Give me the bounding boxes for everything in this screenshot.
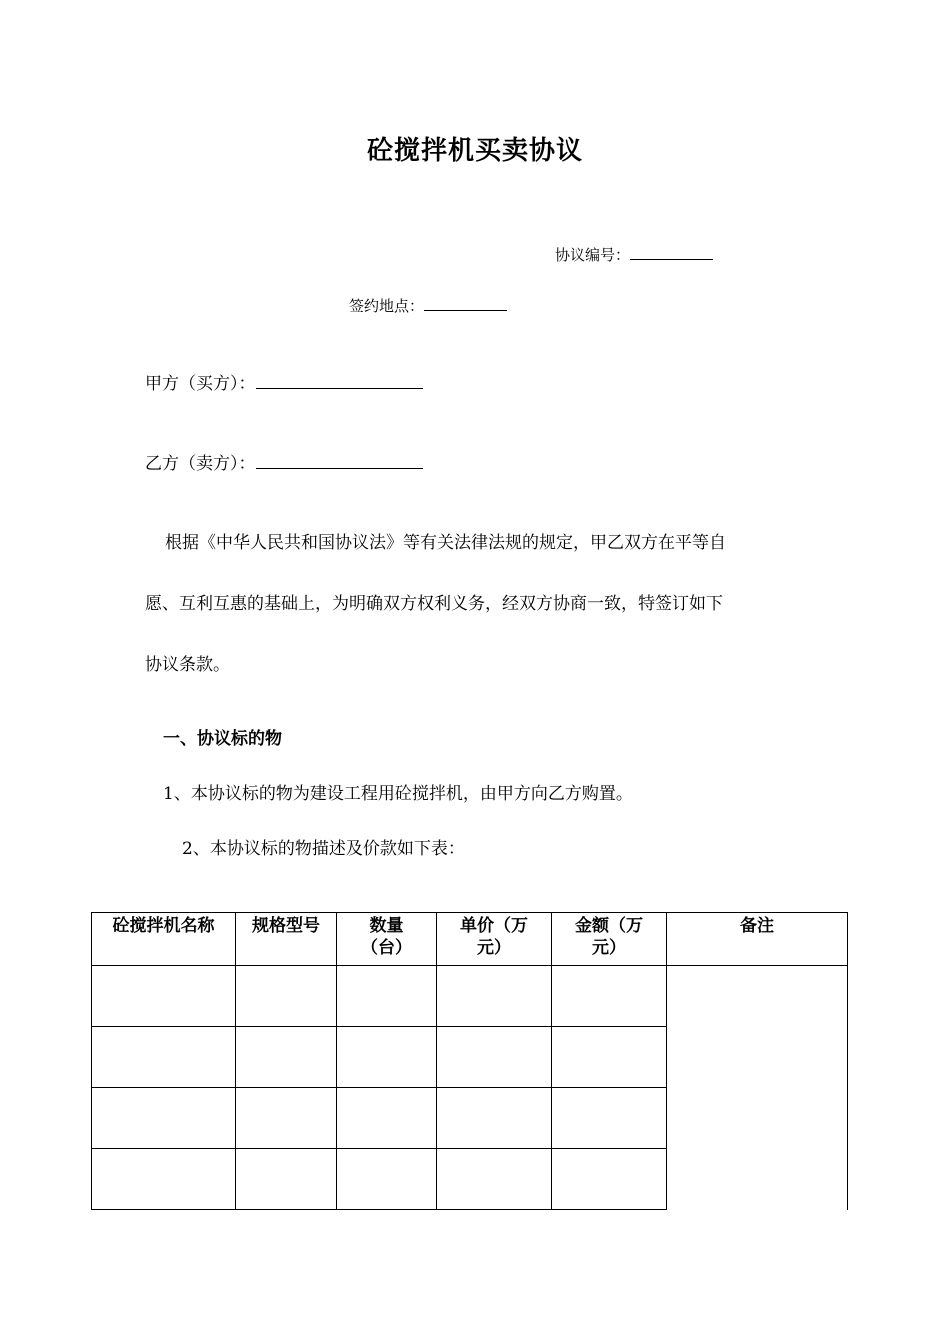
section-heading: 一、协议标的物 <box>163 729 282 749</box>
table-cell <box>437 1027 552 1088</box>
table-cell <box>552 1149 667 1210</box>
header-cell-amount: 金额（万 元） <box>552 913 667 966</box>
signing-place-label: 签约地点： <box>349 297 425 315</box>
header-cell-name: 砼搅拌机名称 <box>92 913 236 966</box>
header-cell-model: 规格型号 <box>236 913 337 966</box>
table-cell <box>236 966 337 1027</box>
table-cell <box>337 1027 437 1088</box>
table-cell <box>552 1088 667 1149</box>
intro-line: 根据《中华人民共和国协议法》等有关法律法规的规定，甲乙双方在平等自 <box>165 533 726 553</box>
intro-line: 协议条款。 <box>145 655 230 675</box>
document-title: 砼搅拌机买卖协议 <box>366 136 583 166</box>
party-a-field <box>145 369 423 394</box>
table-cell <box>92 1027 236 1088</box>
table-cell <box>236 1088 337 1149</box>
agreement-number-field <box>555 243 713 265</box>
header-cell-unit-price: 单价（万 元） <box>437 913 552 966</box>
table-cell <box>92 1088 236 1149</box>
remark-cell <box>667 966 848 1210</box>
table-cell <box>236 1149 337 1210</box>
signing-place-blank <box>424 294 507 311</box>
party-b-blank <box>256 452 423 469</box>
table-cell <box>437 1088 552 1149</box>
party-a-label: 甲方（买方）： <box>145 374 256 394</box>
clause-item-1: 1、本协议标的物为建设工程用砼搅拌机，由甲方向乙方购置。 <box>163 784 633 804</box>
table-cell <box>337 1088 437 1149</box>
party-a-blank <box>256 372 423 389</box>
table-cell <box>92 1149 236 1210</box>
clause-item-2: 2、本协议标的物描述及价款如下表： <box>182 839 465 859</box>
table-header-row <box>92 913 848 966</box>
party-b-field <box>145 449 423 474</box>
table-row <box>92 966 848 1027</box>
spec-price-table <box>91 912 848 1210</box>
agreement-number-label: 协议编号： <box>555 246 631 264</box>
table-cell <box>337 1149 437 1210</box>
intro-line: 愿、互利互惠的基础上，为明确双方权利义务，经双方协商一致，特签订如下 <box>145 594 723 614</box>
table-cell <box>337 966 437 1027</box>
table-cell <box>437 966 552 1027</box>
agreement-number-blank <box>630 243 713 260</box>
header-cell-quantity: 数量 （台） <box>337 913 437 966</box>
table-cell <box>437 1149 552 1210</box>
party-b-label: 乙方（卖方）： <box>145 454 256 474</box>
signing-place-field <box>349 294 507 316</box>
table-cell <box>552 966 667 1027</box>
table-cell <box>92 966 236 1027</box>
header-cell-remark: 备注 <box>667 913 848 966</box>
table-cell <box>552 1027 667 1088</box>
table-cell <box>236 1027 337 1088</box>
